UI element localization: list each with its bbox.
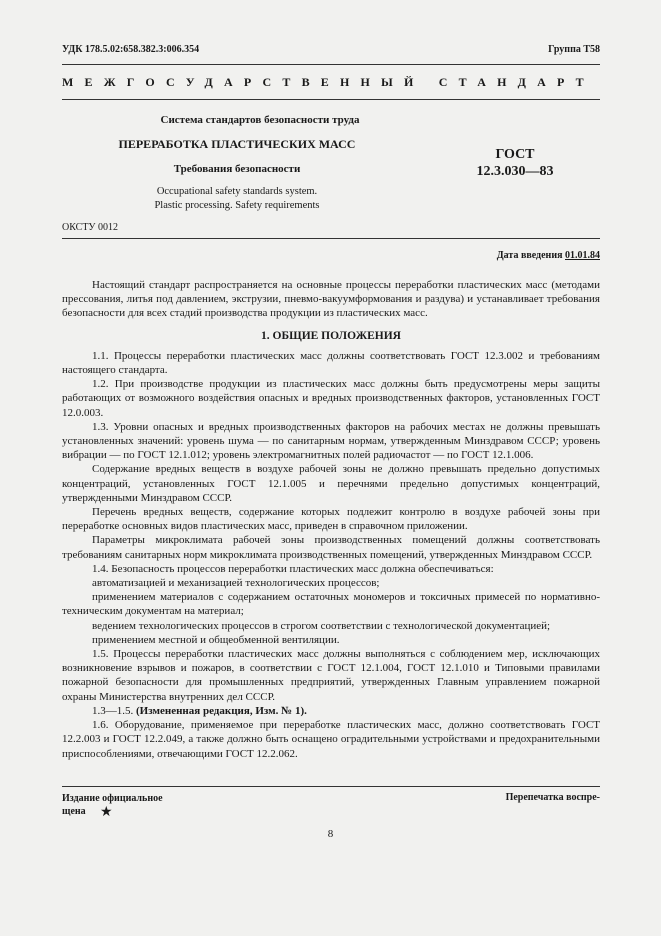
- page-number: 8: [327, 828, 334, 840]
- official-edition-line-2: щена: [62, 806, 86, 817]
- english-title: [112, 185, 362, 213]
- paragraph: 1.6. Оборудование, применяемое при переработке пластических масс, должно соответствовать ГОСТ 12.2.003 и ГОСТ 12.2.049, а также должно быть оснащено оградительными устройствами и предохранительными приспособлениями, отвечающими ГОСТ 12.2.062.: [62, 719, 600, 760]
- okstu-code: ОКСТУ 0012: [62, 222, 119, 233]
- udk-code: УДК 178.5.02:658.382.3:006.354: [62, 44, 200, 55]
- paragraph: Параметры микроклимата рабочей зоны производственных помещений должны соответствовать требованиям санитарных норм микроклимата производственных помещений, утвержденных Минздравом СССР.: [62, 534, 600, 561]
- gost-label: ГОСТ: [495, 147, 535, 162]
- document-body: [62, 278, 600, 761]
- paragraph: Содержание вредных веществ в воздухе рабочей зоны не должно превышать предельно допустимых концентраций, установленных ГОСТ 12.1.005 и перечнями предельно допустимых концентраций, утвержденными Минздравом СССР.: [62, 463, 600, 504]
- introduction-date-label: Дата введения: [496, 250, 563, 261]
- section-heading: 1. ОБЩИЕ ПОЛОЖЕНИЯ: [261, 329, 401, 342]
- document-title: ПЕРЕРАБОТКА ПЛАСТИЧЕСКИХ МАСС: [118, 137, 356, 151]
- banner-rule: [62, 99, 600, 100]
- paragraph: 1.3. Уровни опасных и вредных производственных факторов на рабочих местах не должны превышать установленных значений: уровень шума — по санитарным нормам, утвержденным Минздравом СССР; уровень вибрации — по ГОСТ 12.1.012; уровень электромагнитных полей радиочастот — по ГОСТ 12.1.006.: [62, 420, 600, 462]
- okstu-rule: [62, 238, 600, 239]
- paragraph: 1.5. Процессы переработки пластических масс должны выполняться с соблюдением мер, исключающих возникновение взрывов и пожаров, в соответствии с ГОСТ 12.1.004, ГОСТ 12.1.010 и Типовыми правилами пожарной безопасности для промышленных предприятий, утвержденных Главным управлением пожарной охраны Министерства внутренних дел СССР.: [62, 648, 600, 703]
- official-edition-line-1: Издание официальное: [62, 793, 163, 804]
- standard-banner: МЕЖГОСУДАРСТВЕННЫЙ СТАНДАРТ: [62, 75, 595, 89]
- star-icon: ★: [100, 805, 113, 820]
- amendment-prefix: 1.3—1.5.: [92, 704, 134, 717]
- system-title: Система стандартов безопасности труда: [160, 114, 360, 126]
- paragraph: 1.4. Безопасность процессов переработки пластических масс должна обеспечиваться:: [92, 562, 494, 575]
- english-title-line-2: Plastic processing. Safety requirements: [154, 200, 320, 211]
- intro-paragraph: Настоящий стандарт распространяется на основные процессы переработки пластических масс (методами прессования, литья под давлением, экструзии, пневмо-вакуумформования и раздува) и устанавливает требования безопасности для всех стадий производства продукции из пластических масс.: [62, 279, 600, 320]
- paragraph: 1.1. Процессы переработки пластических масс должны соответствовать ГОСТ 12.3.002 и требованиям настоящего стандарта.: [62, 349, 600, 377]
- list-item: ведением технологических процессов в строгом соответствии с технологической документацией;: [92, 619, 551, 632]
- paragraph: Перечень вредных веществ, содержание которых подлежит контролю в воздухе рабочей зоны при переработке основных видов пластических масс, приведен в справочном приложении.: [62, 506, 600, 533]
- english-title-line-1: Occupational safety standards system.: [156, 186, 318, 197]
- amendment-text: (Измененная редакция, Изм. № 1).: [136, 704, 307, 717]
- group-code: Группа Т58: [548, 44, 600, 55]
- reprint-note: Перепечатка воспре-: [505, 792, 600, 803]
- paragraph: 1.2. При производстве продукции из пластических масс должны быть предусмотрены меры защиты работающих от возможного воздействия опасных и вредных производственных факторов, установленных ГОСТ 12.0.003.: [62, 378, 600, 419]
- list-item: применением местной и общеобменной вентиляции.: [92, 633, 340, 646]
- list-item: применением материалов с содержанием остаточных мономеров и токсичных примесей по нормативно-техническим документам на материал;: [62, 591, 600, 618]
- gost-designation: [470, 146, 560, 180]
- introduction-date-value: 01.01.84: [565, 250, 600, 261]
- gost-number: 12.3.030—83: [476, 164, 554, 179]
- amendment-note: [62, 704, 600, 718]
- document-subtitle: Требования безопасности: [173, 163, 301, 175]
- introduction-date: [497, 250, 600, 261]
- footer-rule: [62, 786, 600, 787]
- list-item: автоматизацией и механизацией технологических процессов;: [92, 577, 380, 590]
- top-rule: [62, 64, 600, 65]
